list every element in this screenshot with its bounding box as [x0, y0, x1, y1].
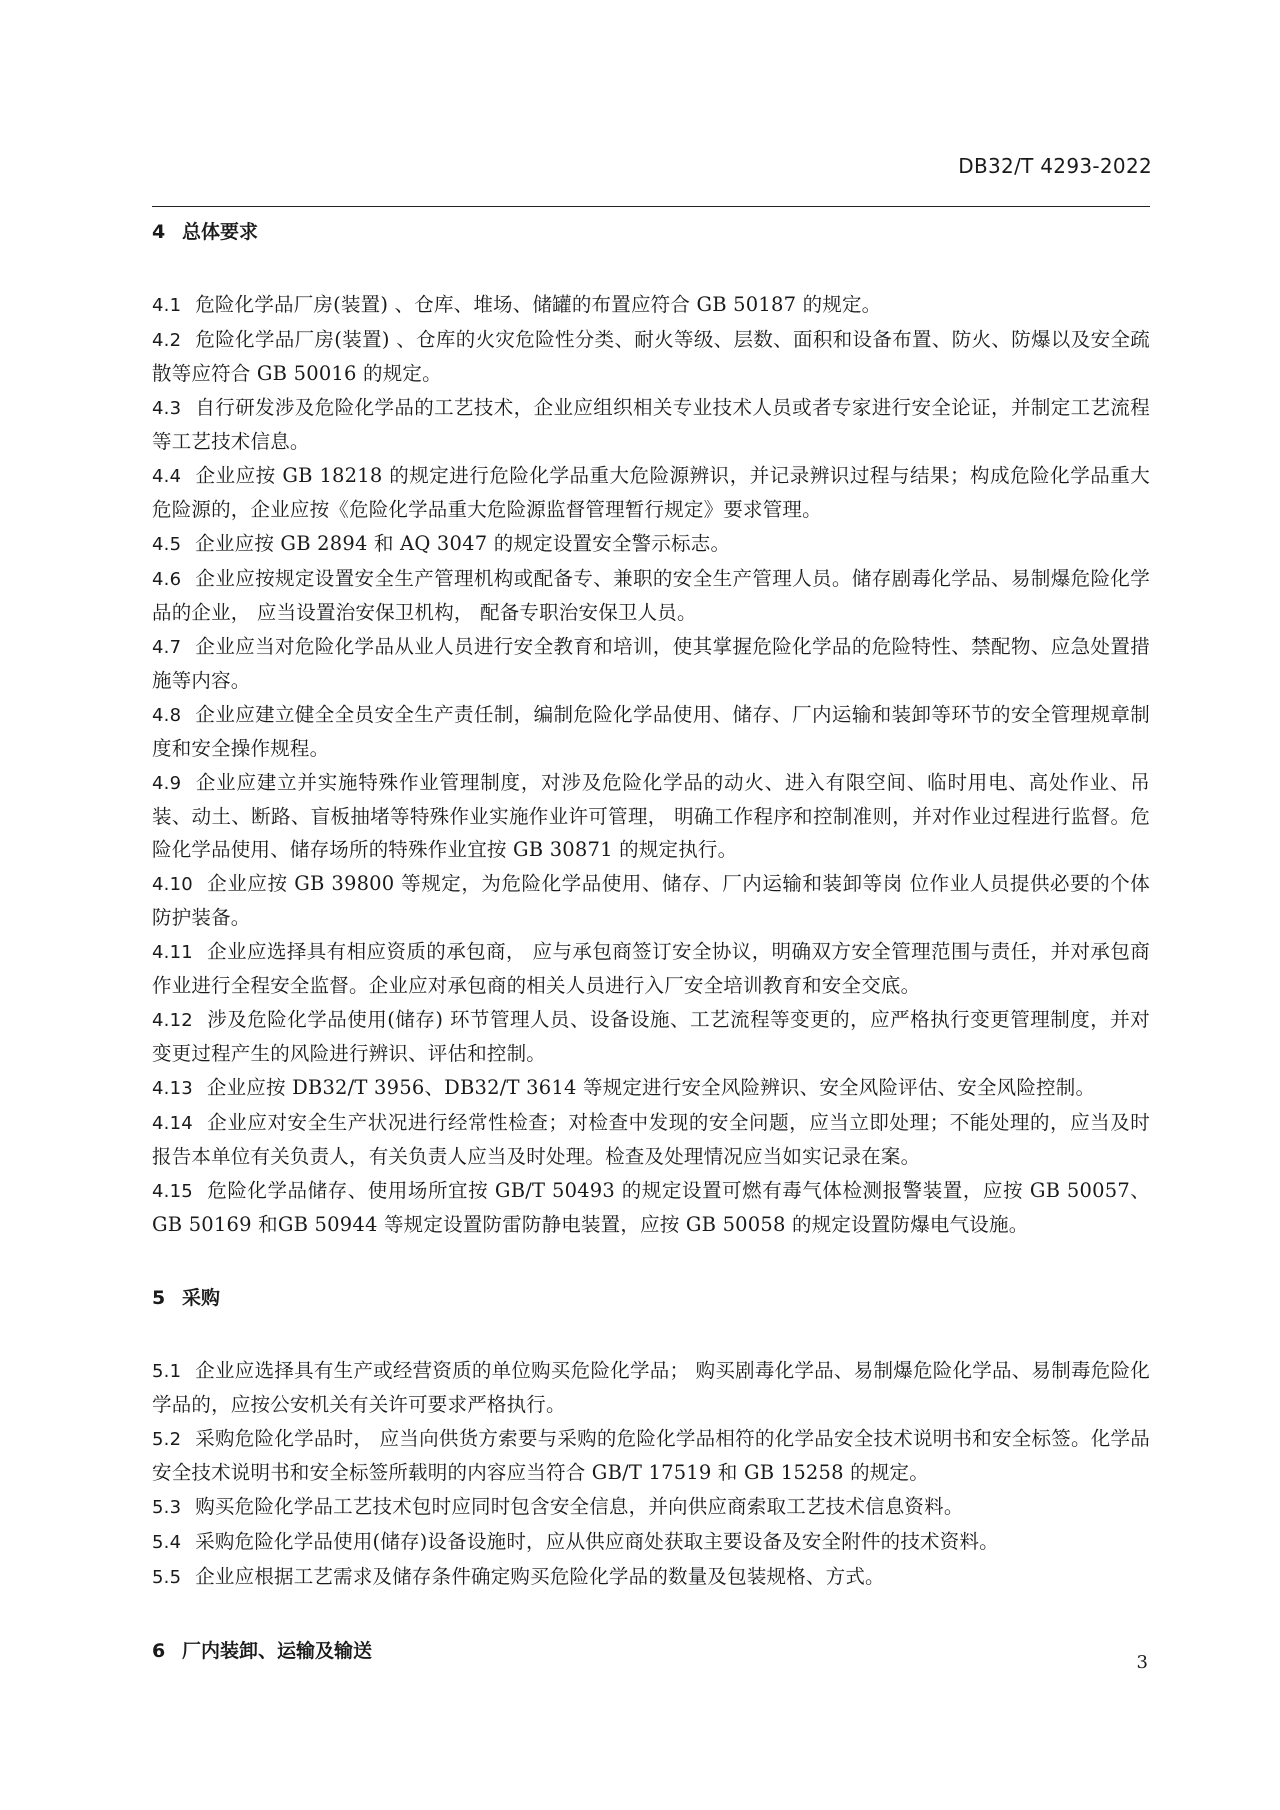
clause-text: 危险化学品厂房(装置) 、仓库的火灾危险性分类、耐火等级、层数、面积和设备布置、防火、防爆以及安全疏散等应符合 GB 50016 的规定。 [152, 328, 1150, 385]
clause-number: 4.9 [152, 773, 182, 794]
clause-text: 企业应按 GB 2894 和 AQ 3047 的规定设置安全警示标志。 [195, 532, 731, 555]
clause-text: 企业应按规定设置安全生产管理机构或配备专、兼职的安全生产管理人员。储存剧毒化学品、易制爆危险化学品的企业， 应当设置治安保卫机构， 配备专职治安保卫人员。 [152, 567, 1150, 624]
clause-4-9 [152, 766, 1150, 866]
clause-number: 4.10 [152, 874, 193, 895]
clause-number: 4.5 [152, 534, 182, 555]
clause-5-2 [152, 1422, 1150, 1489]
clause-4-6 [152, 562, 1150, 629]
clause-5-5 [152, 1560, 1150, 1594]
clause-number: 5.2 [152, 1429, 182, 1450]
clause-4-3 [152, 391, 1150, 458]
clause-text: 企业应按 DB32/T 3956、DB32/T 3614 等规定进行安全风险辨识、安全风险评估、安全风险控制。 [206, 1076, 1096, 1099]
clause-4-11 [152, 935, 1150, 1002]
document-code: DB32/T 4293-2022 [958, 154, 1152, 178]
clause-text: 危险化学品储存、使用场所宜按 GB/T 50493 的规定设置可燃有毒气体检测报警装置，应按 GB 50057、GB 50169 和GB 50944 等规定设置防雷防静电装置，应按 GB 50058 的规定设置防爆电气设施。 [152, 1179, 1150, 1236]
clause-number: 4.13 [152, 1078, 193, 1099]
clause-number: 4.14 [152, 1113, 193, 1134]
clause-4-5 [152, 527, 1150, 561]
clause-4-7 [152, 630, 1150, 697]
clause-4-10 [152, 867, 1150, 934]
clause-4-8 [152, 698, 1150, 765]
clause-text: 购买危险化学品工艺技术包时应同时包含安全信息，并向供应商索取工艺技术信息资料。 [195, 1495, 964, 1518]
clause-number: 5.1 [152, 1361, 182, 1382]
section-title: 总体要求 [182, 221, 259, 243]
section-number: 6 [152, 1640, 166, 1662]
clause-4-15 [152, 1174, 1150, 1241]
document-body [152, 212, 1150, 1667]
clause-number: 5.3 [152, 1497, 182, 1518]
clause-text: 企业应建立并实施特殊作业管理制度，对涉及危险化学品的动火、进入有限空间、临时用电、高处作业、吊装、动土、断路、盲板抽堵等特殊作业实施作业许可管理， 明确工作程序和控制准则，并对作业过程进行监督。危险化学品使用、储存场所的特殊作业宜按 GB 30871 的规定执行。 [152, 771, 1150, 861]
clause-text: 企业应按 GB 18218 的规定进行危险化学品重大危险源辨识，并记录辨识过程与结果；构成危险化学品重大危险源的，企业应按《危险化学品重大危险源监督管理暂行规定》要求管理。 [152, 464, 1150, 521]
clause-5-1 [152, 1354, 1150, 1421]
section-title: 采购 [182, 1287, 221, 1309]
clause-number: 4.4 [152, 466, 182, 487]
clause-number: 4.3 [152, 398, 182, 419]
clause-number: 4.1 [152, 295, 182, 316]
clause-number: 4.2 [152, 330, 182, 351]
clause-text: 危险化学品厂房(装置) 、仓库、堆场、储罐的布置应符合 GB 50187 的规定。 [195, 293, 882, 316]
clause-5-3 [152, 1490, 1150, 1524]
clause-number: 4.8 [152, 705, 182, 726]
clause-4-13 [152, 1071, 1150, 1105]
clause-text: 企业应选择具有相应资质的承包商， 应与承包商签订安全协议，明确双方安全管理范围与责任，并对承包商作业进行全程安全监督。企业应对承包商的相关人员进行入厂安全培训教育和安全交底。 [152, 940, 1150, 997]
clause-number: 5.4 [152, 1532, 182, 1553]
section-title: 厂内装卸、运输及输送 [182, 1640, 373, 1662]
clause-4-4 [152, 459, 1150, 526]
header-rule [152, 206, 1150, 207]
clause-number: 4.7 [152, 637, 182, 658]
section-heading-6 [152, 1635, 1150, 1667]
clause-text: 采购危险化学品时， 应当向供货方索要与采购的危险化学品相符的化学品安全技术说明书和安全标签。化学品安全技术说明书和安全标签所载明的内容应当符合 GB/T 17519 和 GB 15258 的规定。 [152, 1427, 1150, 1484]
page-number: 3 [1136, 1652, 1148, 1673]
section-heading-4 [152, 216, 1150, 248]
clause-text: 企业应选择具有生产或经营资质的单位购买危险化学品； 购买剧毒化学品、易制爆危险化学品、易制毒危险化学品的，应按公安机关有关许可要求严格执行。 [152, 1359, 1150, 1416]
clause-text: 企业应根据工艺需求及储存条件确定购买危险化学品的数量及包装规格、方式。 [195, 1565, 885, 1588]
clause-5-4 [152, 1525, 1150, 1559]
clause-text: 自行研发涉及危险化学品的工艺技术，企业应组织相关专业技术人员或者专家进行安全论证，并制定工艺流程等工艺技术信息。 [152, 396, 1150, 453]
clause-4-1 [152, 288, 1150, 322]
clause-number: 4.6 [152, 569, 182, 590]
clause-number: 4.11 [152, 942, 193, 963]
section-number: 4 [152, 221, 166, 243]
clause-text: 企业应按 GB 39800 等规定，为危险化学品使用、储存、厂内运输和装卸等岗 位作业人员提供必要的个体防护装备。 [152, 872, 1150, 929]
clause-4-14 [152, 1106, 1150, 1173]
clause-text: 采购危险化学品使用(储存)设备设施时，应从供应商处获取主要设备及安全附件的技术资料。 [195, 1530, 999, 1553]
clause-4-2 [152, 323, 1150, 390]
section-number: 5 [152, 1287, 166, 1309]
clause-text: 涉及危险化学品使用(储存) 环节管理人员、设备设施、工艺流程等变更的，应严格执行变更管理制度，并对变更过程产生的风险进行辨识、评估和控制。 [152, 1008, 1150, 1065]
clause-number: 5.5 [152, 1567, 182, 1588]
clause-text: 企业应当对危险化学品从业人员进行安全教育和培训，使其掌握危险化学品的危险特性、禁配物、应急处置措施等内容。 [152, 635, 1150, 692]
clause-number: 4.15 [152, 1181, 193, 1202]
clause-number: 4.12 [152, 1010, 193, 1031]
section-heading-5 [152, 1282, 1150, 1314]
clause-text: 企业应建立健全全员安全生产责任制，编制危险化学品使用、储存、厂内运输和装卸等环节的安全管理规章制度和安全操作规程。 [152, 703, 1150, 760]
clause-text: 企业应对安全生产状况进行经常性检查；对检查中发现的安全问题，应当立即处理；不能处理的，应当及时报告本单位有关负责人，有关负责人应当及时处理。检查及处理情况应当如实记录在案。 [152, 1111, 1150, 1168]
clause-4-12 [152, 1003, 1150, 1070]
